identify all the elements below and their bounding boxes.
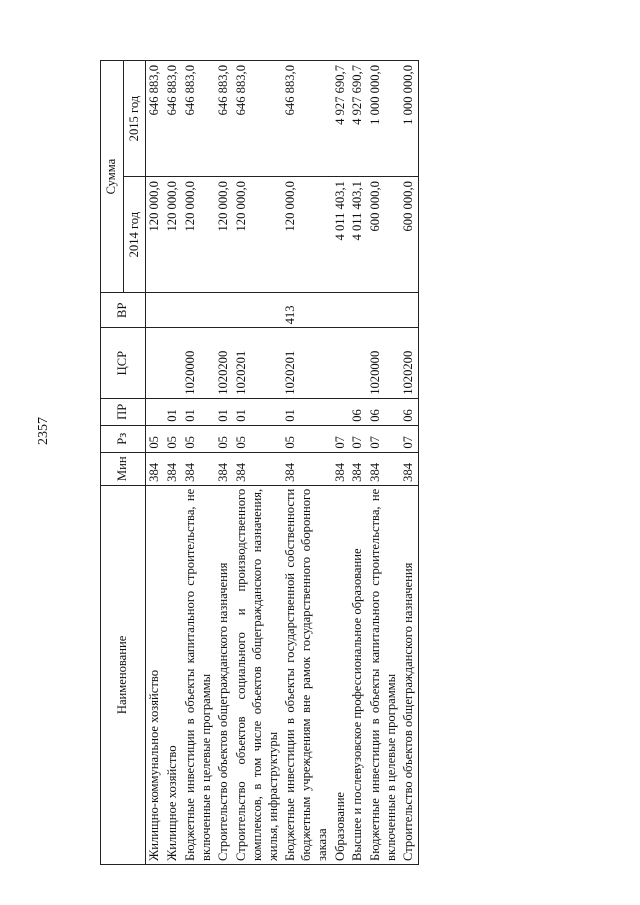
table-row: [400, 61, 418, 865]
cell-2015: 4 927 690,7: [332, 61, 350, 177]
cell-rz: 05: [233, 425, 282, 452]
table-header: [101, 61, 146, 865]
cell-pr: [332, 398, 350, 425]
cell-2014: 120 000,0: [164, 177, 182, 293]
cell-pr: 01: [233, 398, 282, 425]
header-sum: Сумма: [101, 61, 124, 293]
cell-2014: 120 000,0: [233, 177, 282, 293]
cell-csr: 1020000: [367, 328, 400, 398]
table-row: [282, 61, 331, 865]
table-row: [349, 61, 367, 865]
cell-csr: 1020200: [400, 328, 418, 398]
table-row: [367, 61, 400, 865]
header-rz: Рз: [101, 425, 146, 452]
cell-name: Бюджетные инвестиции в объекты капитального строительства, не включенные в целевые программы: [367, 485, 400, 864]
cell-min: 384: [349, 452, 367, 485]
cell-2014: 600 000,0: [400, 177, 418, 293]
cell-name: Жилищно-коммунальное хозяйство: [146, 485, 164, 864]
cell-2015: 646 883,0: [182, 61, 215, 177]
cell-vr: [367, 293, 400, 328]
cell-2015: 1 000 000,0: [367, 61, 400, 177]
header-year-2015: 2015 год: [123, 61, 146, 177]
table-row: [164, 61, 182, 865]
cell-csr: [332, 328, 350, 398]
table-row: [332, 61, 350, 865]
cell-name: Образование: [332, 485, 350, 864]
cell-rz: 05: [182, 425, 215, 452]
header-vr: ВР: [101, 293, 146, 328]
cell-min: 384: [182, 452, 215, 485]
cell-name: Строительство объектов общегражданского назначения: [215, 485, 233, 864]
header-name: Наименование: [101, 485, 146, 864]
cell-rz: 05: [146, 425, 164, 452]
cell-pr: 06: [349, 398, 367, 425]
cell-name: Строительство объектов общегражданского назначения: [400, 485, 418, 864]
cell-csr: 1020201: [282, 328, 331, 398]
cell-2014: 600 000,0: [367, 177, 400, 293]
cell-csr: 1020200: [215, 328, 233, 398]
cell-pr: 01: [282, 398, 331, 425]
cell-vr: 413: [282, 293, 331, 328]
header-pr: ПР: [101, 398, 146, 425]
cell-min: 384: [367, 452, 400, 485]
cell-pr: 01: [182, 398, 215, 425]
cell-vr: [215, 293, 233, 328]
cell-csr: [146, 328, 164, 398]
cell-2015: 646 883,0: [233, 61, 282, 177]
cell-rz: 05: [164, 425, 182, 452]
cell-vr: [400, 293, 418, 328]
table-row: [215, 61, 233, 865]
cell-pr: 06: [367, 398, 400, 425]
cell-name: Высшее и послевузовское профессиональное образование: [349, 485, 367, 864]
cell-name: Бюджетные инвестиции в объекты государственной собственности бюджетным учреждениям вне рамок государственного оборонного заказа: [282, 485, 331, 864]
cell-2015: 646 883,0: [215, 61, 233, 177]
cell-pr: 01: [215, 398, 233, 425]
cell-rz: 05: [215, 425, 233, 452]
cell-csr: 1020000: [182, 328, 215, 398]
cell-min: 384: [215, 452, 233, 485]
cell-2014: 120 000,0: [282, 177, 331, 293]
cell-min: 384: [282, 452, 331, 485]
cell-2014: 4 011 403,1: [349, 177, 367, 293]
cell-2014: 120 000,0: [182, 177, 215, 293]
cell-min: 384: [146, 452, 164, 485]
cell-2014: 120 000,0: [146, 177, 164, 293]
cell-csr: [349, 328, 367, 398]
cell-2015: 4 927 690,7: [349, 61, 367, 177]
cell-2015: 646 883,0: [146, 61, 164, 177]
cell-rz: 07: [367, 425, 400, 452]
cell-csr: [164, 328, 182, 398]
cell-pr: 01: [164, 398, 182, 425]
cell-rz: 07: [332, 425, 350, 452]
table-body: [146, 61, 419, 865]
cell-min: 384: [332, 452, 350, 485]
cell-name: Бюджетные инвестиции в объекты капитального строительства, не включенные в целевые программы: [182, 485, 215, 864]
cell-rz: 07: [400, 425, 418, 452]
header-year-2014: 2014 год: [123, 177, 146, 293]
cell-vr: [146, 293, 164, 328]
rotated-page-content: [100, 60, 605, 865]
cell-rz: 05: [282, 425, 331, 452]
cell-min: 384: [164, 452, 182, 485]
cell-vr: [233, 293, 282, 328]
table-row: [233, 61, 282, 865]
cell-pr: 06: [400, 398, 418, 425]
cell-vr: [349, 293, 367, 328]
cell-name: Строительство объектов социального и производственного комплексов, в том числе объектов общегражданского назначения, жилья, инфраструктуры: [233, 485, 282, 864]
cell-rz: 07: [349, 425, 367, 452]
table-row: [146, 61, 164, 865]
cell-pr: [146, 398, 164, 425]
budget-table: [100, 60, 419, 865]
cell-2015: 646 883,0: [282, 61, 331, 177]
header-min: Мин: [101, 452, 146, 485]
cell-2014: 4 011 403,1: [332, 177, 350, 293]
header-csr: ЦСР: [101, 328, 146, 398]
cell-2014: 120 000,0: [215, 177, 233, 293]
cell-name: Жилищное хозяйство: [164, 485, 182, 864]
page-number: 2357: [36, 417, 51, 445]
cell-2015: 646 883,0: [164, 61, 182, 177]
cell-vr: [332, 293, 350, 328]
cell-vr: [182, 293, 215, 328]
cell-vr: [164, 293, 182, 328]
cell-csr: 1020201: [233, 328, 282, 398]
cell-min: 384: [400, 452, 418, 485]
cell-2015: 1 000 000,0: [400, 61, 418, 177]
table-row: [182, 61, 215, 865]
cell-min: 384: [233, 452, 282, 485]
